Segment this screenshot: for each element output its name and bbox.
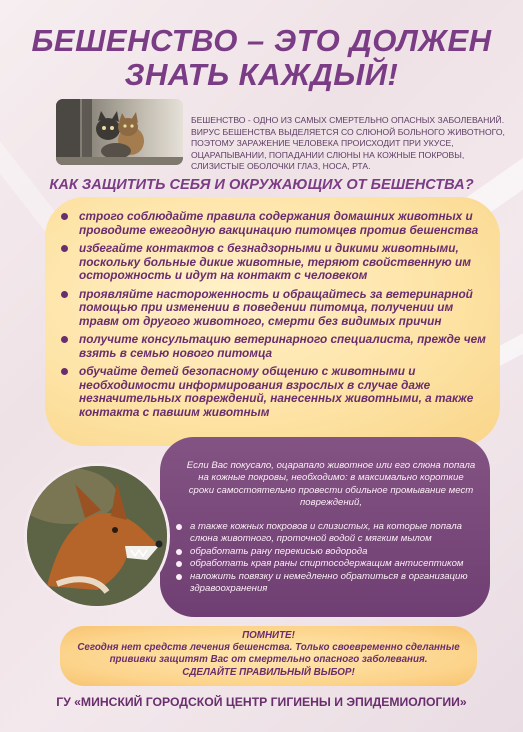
prevention-item: обучайте детей безопасному общению с животными и необходимости информирования взрослых в случае даже незначительных повреждений, нанесенных животными, а также контакта с павшим животным — [59, 365, 491, 419]
organization-footer: ГУ «МИНСКИЙ ГОРОДСКОЙ ЦЕНТР ГИГИЕНЫ И ЭПИДЕМИОЛОГИИ» — [56, 695, 467, 709]
first-aid-item: наложить повязку и немедленно обратиться в организацию здравоохранения — [176, 571, 476, 596]
section-heading: КАК ЗАЩИТИТЬ СЕБЯ И ОКРУЖАЮЩИХ ОТ БЕШЕНСТВА? — [49, 177, 474, 193]
fox-photo — [24, 463, 170, 609]
remember-panel — [60, 626, 477, 686]
first-aid-item: а также кожных покровов и слизистых, на которые попала слюна животного, проточной водой с мягким мылом — [176, 521, 476, 546]
bullet-icon — [176, 549, 182, 555]
title-line-1: БЕШЕНСТВО – ЭТО ДОЛЖЕН — [31, 23, 492, 58]
poster-title — [0, 24, 523, 92]
first-aid-item: обработать рану перекисью водорода — [176, 546, 476, 558]
remember-text: прививки защитят Вас от смертельно опасного заболевания. — [109, 654, 428, 666]
prevention-list — [59, 210, 491, 424]
bullet-icon — [61, 245, 68, 252]
bullet-icon — [61, 336, 68, 343]
bullet-icon — [176, 524, 182, 530]
bullet-icon — [61, 213, 68, 220]
kittens-photo — [56, 99, 183, 165]
bullet-icon — [176, 574, 182, 580]
remember-text: Сегодня нет средств лечения бешенства. Только своевременно сделанные — [77, 642, 460, 654]
first-aid-intro: Если Вас покусало, оцарапало животное или его слюна попала на кожные покровы, необходимо: в максимально короткие сроки самостоятельно провести обильное промывание мест повреждений, — [186, 460, 476, 509]
prevention-item: избегайте контактов с безнадзорными и дикими животными, поскольку больные дикие животные, теряют свойственную им осторожность и идут на контакт с человеком — [59, 242, 491, 283]
first-aid-list — [176, 521, 476, 595]
intro-paragraph: БЕШЕНСТВО - ОДНО ИЗ САМЫХ СМЕРТЕЛЬНО ОПАСНЫХ ЗАБОЛЕВАНИЙ. ВИРУС БЕШЕНСТВА ВЫДЕЛЯЕТСЯ СО СЛЮНОЙ БОЛЬНОГО ЖИВОТНОГО, ПОЭТОМУ ЗАРАЖЕНИЕ ЧЕЛОВЕКА ПРОИСХОДИТ ПРИ УКУСЕ, ОЦАРАПЫВАНИИ, ПОПАДАНИИ СЛЮНЫ НА КОЖНЫЕ ПОКРОВЫ, СЛИЗИСТЫЕ ОБОЛОЧКИ ГЛАЗ, НОСА, РТА. — [191, 115, 505, 171]
title-line-2: ЗНАТЬ КАЖДЫЙ! — [124, 57, 399, 92]
bullet-icon — [61, 291, 68, 298]
remember-title: ПОМНИТЕ! — [242, 630, 295, 641]
first-aid-item: обработать края раны спиртосодержащим антисептиком — [176, 558, 476, 570]
prevention-item: строго соблюдайте правила содержания домашних животных и проводите ежегодную вакцинацию питомцев против бешенства — [59, 210, 491, 237]
prevention-item: проявляйте настороженность и обращайтесь за ветеринарной помощью при изменении в поведении питомца, получении им травм от другого животного, смерти без видимых причин — [59, 288, 491, 329]
bullet-icon — [176, 561, 182, 567]
bullet-icon — [61, 368, 68, 375]
remember-call-to-action: СДЕЛАЙТЕ ПРАВИЛЬНЫЙ ВЫБОР! — [182, 666, 355, 678]
prevention-item: получите консультацию ветеринарного специалиста, прежде чем взять в семью нового питомца — [59, 333, 491, 360]
